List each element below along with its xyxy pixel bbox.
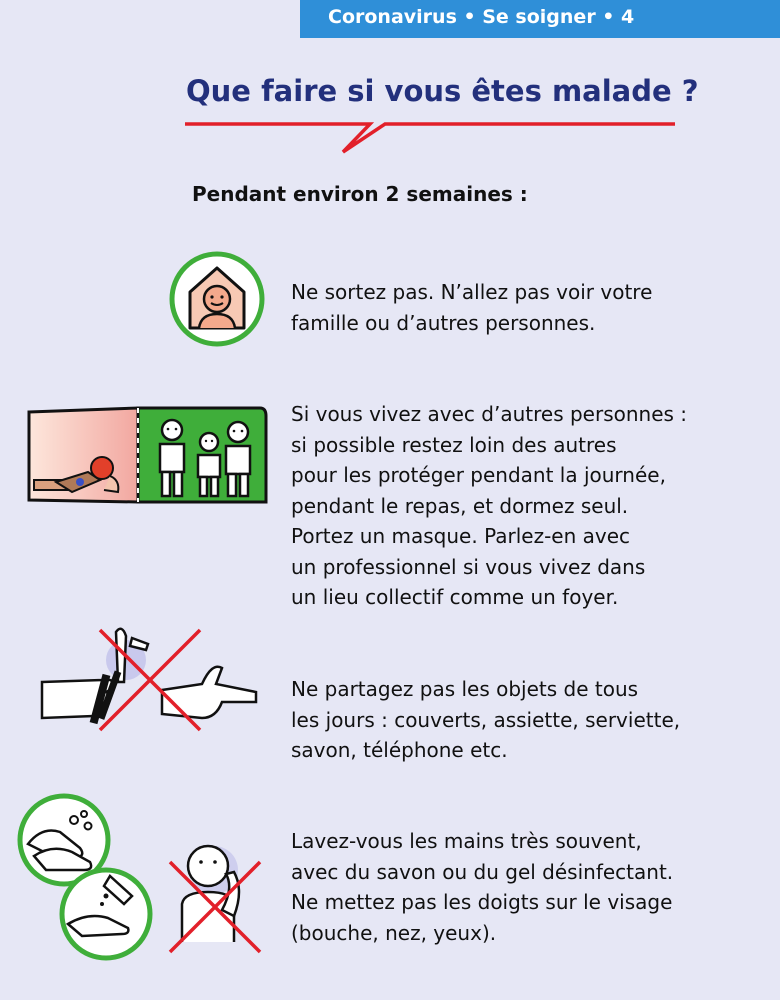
item-line: si possible restez loin des autres	[291, 432, 617, 457]
item-line: Portez un masque. Parlez-en avec	[291, 524, 631, 548]
list-item-no-sharing	[291, 674, 680, 766]
item-line: pour les protéger pendant la journée,	[291, 463, 666, 487]
item-line: Ne sortez pas. N’allez pas voir votre	[291, 280, 653, 304]
header-label: Coronavirus • Se soigner • 4	[328, 6, 635, 28]
item-line: (bouche, nez, yeux).	[291, 920, 497, 945]
item-line: savon, téléphone etc.	[291, 738, 508, 762]
item-line: Ne partagez pas les objets de tous	[291, 677, 639, 701]
list-item-wash-hands	[291, 826, 673, 948]
isolation-room-icon	[26, 402, 270, 508]
item-line: pendant le repas, et dormez seul.	[291, 493, 629, 518]
section-subtitle: Pendant environ 2 semaines :	[192, 182, 528, 206]
item-line: un professionnel si vous vivez dans	[291, 554, 646, 579]
item-line: Ne mettez pas les doigts sur le visage	[291, 890, 673, 914]
header-bar	[300, 0, 780, 38]
item-line: Si vous vivez avec d’autres personnes :	[291, 402, 688, 426]
house-person-icon	[168, 250, 266, 348]
item-line: avec du savon ou du gel désinfectant.	[291, 859, 674, 884]
list-item-isolate	[291, 399, 687, 613]
page-title: Que faire si vous êtes malade ?	[186, 74, 699, 108]
list-item-stay-home	[291, 277, 652, 338]
no-sharing-objects-icon	[36, 622, 266, 742]
item-line: Lavez-vous les mains très souvent,	[291, 829, 642, 853]
item-line: les jours : couverts, assiette, serviette,	[291, 707, 681, 732]
item-line: un lieu collectif comme un foyer.	[291, 585, 619, 609]
speech-bubble-underline	[180, 114, 680, 156]
item-line: famille ou d’autres personnes.	[291, 310, 596, 335]
handwashing-no-face-touch-icon	[12, 792, 274, 972]
